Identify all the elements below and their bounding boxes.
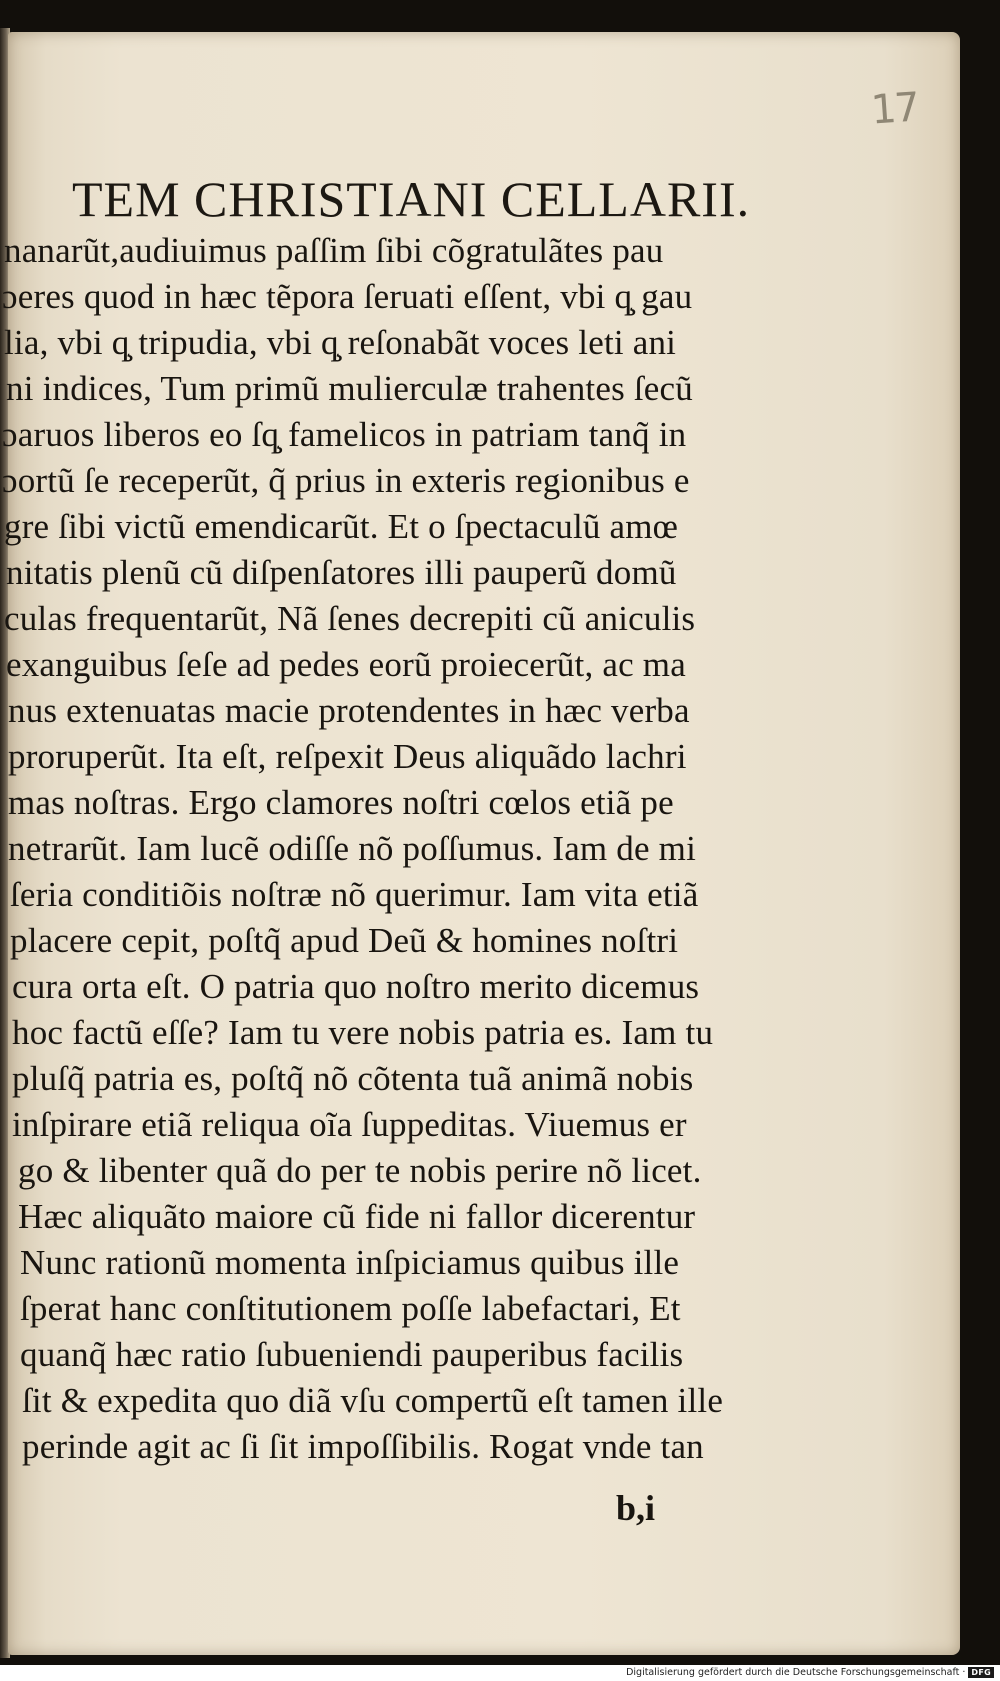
- text-line: ſeria conditiõis noſtræ nõ querimur. Iam vita etiã: [10, 875, 699, 914]
- text-line: ni indices, Tum primũ mulierculæ trahentes ſecũ: [6, 369, 693, 408]
- footer-credit: [626, 1667, 994, 1678]
- text-line: go & libenter quã do per te nobis perire nõ licet.: [18, 1151, 702, 1190]
- running-head: TEM CHRISTIANI CELLARII.: [72, 171, 751, 227]
- text-line: ɔortũ ſe receperũt, q̃ prius in exteris regionibus e: [2, 461, 690, 500]
- dfg-logo: DFG: [968, 1667, 994, 1678]
- text-line: placere cepit, poſtq̃ apud Deũ & homines noſtri: [10, 921, 679, 960]
- text-line: ſit & expedita quo diã vſu compertũ eſt tamen ille: [22, 1381, 724, 1420]
- text-line: inſpirare etiã reliqua oĩa ſuppeditas. Viuemus er: [12, 1105, 687, 1144]
- folio-number: 17: [869, 84, 920, 134]
- text-line: nus extenuatas macie protendentes in hæc verba: [8, 691, 690, 730]
- text-line: hoc factũ eſſe? Iam tu vere nobis patria es. Iam tu: [12, 1013, 714, 1052]
- text-line: quanq̃ hæc ratio ſubueniendi pauperibus facilis: [20, 1335, 684, 1374]
- text-line: pluſq̃ patria es, poſtq̃ nõ cõtenta tuã animã nobis: [12, 1059, 694, 1098]
- text-line: cura orta eſt. O patria quo noſtro merito dicemus: [12, 967, 700, 1006]
- text-line: netrarũt. Iam lucẽ odiſſe nõ poſſumus. Iam de mi: [8, 829, 697, 868]
- text-line: perinde agit ac ſi ſit impoſſibilis. Rogat vnde tan: [22, 1427, 704, 1466]
- book-page: [2, 32, 960, 1655]
- text-line: mas noſtras. Ergo clamores noſtri cœlos etiã pe: [8, 783, 674, 822]
- text-line: culas frequentarũt, Nã ſenes decrepiti cũ aniculis: [4, 599, 696, 638]
- text-line: ɔeres quod in hæc tẽpora ſeruati eſſent, vbi q̧ gau: [2, 277, 693, 316]
- text-line: lia, vbi q̧ tripudia, vbi q̧ reſonabãt voces leti ani: [4, 323, 677, 362]
- text-line: Nunc rationũ momenta inſpiciamus quibus ille: [20, 1243, 680, 1282]
- text-line: ſperat hanc conſtitutionem poſſe labefactari, Et: [20, 1289, 681, 1328]
- body-text: [2, 228, 878, 1470]
- text-line: nanarũt,audiuimus paſſim ſibi cõgratulãtes pau: [4, 231, 664, 270]
- footer-credit-text: Digitalisierung gefördert durch die Deutsche Forschungsgemeinschaft ·: [626, 1667, 966, 1678]
- text-line: exanguibus ſeſe ad pedes eorũ proiecerũt, ac ma: [6, 645, 686, 684]
- text-line: Hæc aliquãto maiore cũ fide ni fallor dicerentur: [18, 1197, 696, 1236]
- text-line: nitatis plenũ cũ diſpenſatores illi pauperũ domũ: [6, 553, 677, 592]
- signature-mark: b,i: [616, 1488, 656, 1528]
- text-line: proruperũt. Ita eſt, reſpexit Deus aliquãdo lachri: [8, 737, 687, 776]
- text-line: ɔaruos liberos eo ſq̧ famelicos in patriam tanq̃ in: [2, 415, 687, 454]
- text-line: gre ſibi victũ emendicarũt. Et o ſpectaculũ amœ: [4, 507, 679, 546]
